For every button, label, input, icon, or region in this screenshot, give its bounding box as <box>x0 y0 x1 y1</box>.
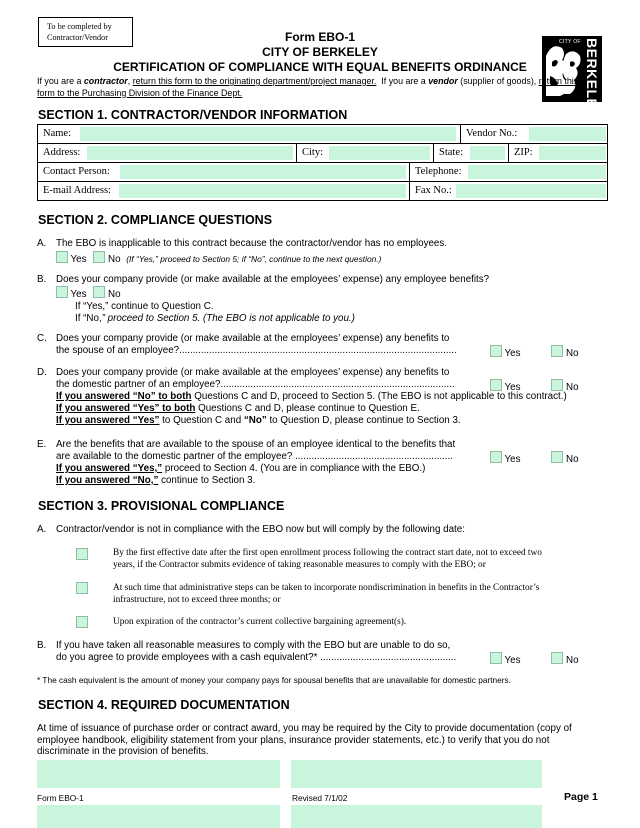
footer-page-number: Page 1 <box>564 791 598 803</box>
question-a-no-label: No <box>108 254 121 265</box>
question-a-no-checkbox[interactable] <box>93 251 105 263</box>
option-1-text <box>113 547 603 571</box>
section-3-b-letter: B. <box>37 640 47 651</box>
question-c-yes-checkbox[interactable] <box>490 345 502 357</box>
option-2-text <box>113 582 603 606</box>
contact-label: Contact Person: <box>43 166 110 177</box>
intro-instructions <box>37 76 597 99</box>
question-b-yes-checkbox[interactable] <box>56 286 68 298</box>
documentation-field-left[interactable] <box>37 760 280 788</box>
question-d-no-checkbox[interactable] <box>551 379 563 391</box>
logo-city-of: CITY OF <box>559 39 581 45</box>
email-label: E-mail Address: <box>43 185 111 196</box>
question-c <box>37 333 457 357</box>
telephone-field[interactable] <box>468 165 606 179</box>
city-heading: CITY OF BERKELEY <box>262 45 378 59</box>
question-a-yes-label: Yes <box>70 254 87 265</box>
question-e <box>37 439 455 487</box>
fax-field[interactable] <box>456 184 606 198</box>
question-c-no-checkbox[interactable] <box>551 345 563 357</box>
question-d-yes-label: Yes <box>504 382 521 393</box>
question-d-answers <box>490 379 579 393</box>
question-a-yes-checkbox[interactable] <box>56 251 68 263</box>
option-1-line-2: years, if the Contractor submits evidence of taking reasonable measures to comply with the EBO; or <box>113 560 486 570</box>
question-b-no-label: No <box>108 289 121 300</box>
intro-text-2: , <box>127 76 133 86</box>
intro-text-4: (supplier of goods), <box>457 76 539 86</box>
question-e-note-2: continue to Section 3. <box>158 475 256 486</box>
row-name <box>37 124 608 144</box>
question-b-yes-label: Yes <box>70 289 87 300</box>
form-id: Form EBO-1 <box>284 30 355 44</box>
question-c-no-label: No <box>566 348 579 359</box>
section-3-b-yes-label: Yes <box>504 655 521 666</box>
zip-cell <box>509 144 609 162</box>
intro-contractor-instruction: return this form to the originating department/project manager. <box>132 76 377 86</box>
question-e-answers <box>490 451 579 465</box>
question-d-no-label: No <box>566 382 579 393</box>
question-c-line-1: Does your company provide (or make available at the employees’ expense) any benefits to <box>56 333 450 344</box>
option-2-checkbox[interactable] <box>76 582 88 594</box>
row-address <box>37 144 608 163</box>
section-3-b-line-1: If you have taken all reasonable measures to comply with the EBO but are unable to do so, <box>56 640 451 651</box>
telephone-cell <box>410 163 609 181</box>
question-a <box>37 238 447 266</box>
contact-field[interactable] <box>120 165 406 179</box>
address-field[interactable] <box>87 146 293 160</box>
state-cell <box>434 144 509 162</box>
question-c-answers <box>490 345 579 359</box>
note-line-1: To be completed by <box>47 22 112 31</box>
section-3-question-a <box>37 524 465 536</box>
question-d-note-2-bold: If you answered “Yes” to both <box>56 403 196 414</box>
question-d-note-2: Questions C and D, please continue to Question E. <box>195 403 420 414</box>
question-e-no-checkbox[interactable] <box>551 451 563 463</box>
option-1-checkbox[interactable] <box>76 548 88 560</box>
address-cell <box>38 144 297 162</box>
question-c-line-2: the spouse of an employee?...................................................................................................... <box>56 345 457 356</box>
section-3-b-yes-checkbox[interactable] <box>490 652 502 664</box>
question-b-letter: B. <box>37 274 47 285</box>
email-field[interactable] <box>119 184 406 198</box>
fax-cell <box>410 182 609 200</box>
option-3-checkbox[interactable] <box>76 616 88 628</box>
vendor-no-label: Vendor No.: <box>466 128 518 139</box>
option-2-line-2: infrastructure, not to exceed three months; or <box>113 595 281 605</box>
city-cell <box>297 144 434 162</box>
zip-field[interactable] <box>539 146 606 160</box>
zip-label: ZIP: <box>514 147 533 158</box>
question-b-text: Does your company provide (or make available at the employees’ expense) any employee benefits? <box>56 274 490 285</box>
question-a-letter: A. <box>37 238 47 249</box>
question-e-note-1-bold: If you answered “Yes,” <box>56 463 163 474</box>
section-4-line-3: discriminate in the provision of benefits. <box>37 746 209 757</box>
address-label: Address: <box>43 147 81 158</box>
question-d-note-3c: to Question D, please continue to Section 3. <box>266 415 461 426</box>
city-label: City: <box>302 147 324 158</box>
question-d-note-3-bold: If you answered “Yes” <box>56 415 160 426</box>
name-label: Name: <box>43 128 71 139</box>
question-c-yes-label: Yes <box>504 348 521 359</box>
question-d-note-1-bold: If you answered “No” to both <box>56 391 192 402</box>
row-email <box>37 182 608 201</box>
question-e-letter: E. <box>37 439 47 450</box>
option-3-text: Upon expiration of the contractor’s current collective bargaining agreement(s). <box>113 617 407 627</box>
section-3-a-letter: A. <box>37 524 47 535</box>
question-a-note: (If “Yes,” proceed to Section 5; if “No”, continue to the next question.) <box>126 254 382 264</box>
section-1-title: SECTION 1. CONTRACTOR/VENDOR INFORMATION <box>38 108 348 122</box>
question-e-note-1: proceed to Section 4. (You are in compliance with the EBO.) <box>162 463 426 474</box>
intro-text-1: If you are a <box>37 76 84 86</box>
question-c-letter: C. <box>37 333 47 344</box>
question-d-line-2: the domestic partner of an employee?...................................................................................... <box>56 379 455 390</box>
logo-berkeley: BERKELEY <box>584 38 600 119</box>
question-d-note-1: Questions C and D, proceed to Section 5. (The EBO is not applicable to this contract.) <box>191 391 567 402</box>
section-4-text <box>37 723 603 758</box>
option-2-line-1: At such time that administrative steps can be taken to incorporate nondiscrimination in benefits in the Contractor’s <box>113 583 540 593</box>
question-d-note-3-no: “No” <box>243 415 267 426</box>
question-e-note-2-bold: If you answered “No,” <box>56 475 159 486</box>
documentation-field-left-2[interactable] <box>37 805 280 828</box>
vendor-no-cell <box>461 125 609 143</box>
question-d-note-3a: to Question C and <box>159 415 244 426</box>
fax-label: Fax No.: <box>415 185 452 196</box>
section-3-b-no-checkbox[interactable] <box>551 652 563 664</box>
question-d-line-1: Does your company provide (or make available at the employees’ expense) any benefits to <box>56 367 450 378</box>
form-title: CERTIFICATION OF COMPLIANCE WITH EQUAL BENEFITS ORDINANCE <box>113 60 527 74</box>
intro-vendor-instruction: return this form to the Purchasing Division of the Finance Dept. <box>37 76 579 98</box>
question-a-text: The EBO is inapplicable to this contract because the contractor/vendor has no employees. <box>56 238 448 249</box>
section-3-question-b <box>37 640 456 664</box>
question-e-no-label: No <box>566 454 579 465</box>
intro-contractor: contractor <box>83 76 128 86</box>
question-b-yes-note: If “Yes,” continue to Question C. <box>75 301 214 312</box>
section-4-title: SECTION 4. REQUIRED DOCUMENTATION <box>38 698 290 712</box>
question-d-yes-checkbox[interactable] <box>490 379 502 391</box>
section-2-title: SECTION 2. COMPLIANCE QUESTIONS <box>38 213 273 227</box>
section-4-line-2: employee handbook, eligibility statement from your plans, insurance provider statements, etc.) to verify that you do not <box>37 734 550 746</box>
documentation-field-right-2[interactable] <box>291 805 542 828</box>
question-b-no-note-post: ” proceed to Section 5. (The EBO is not applicable to you.) <box>101 313 355 324</box>
city-field[interactable] <box>329 146 430 160</box>
option-1-line-1: By the first effective date after the first open enrollment process following the contract start date, not to exceed two <box>113 548 542 558</box>
section-3-b-line-2: do you agree to provide employees with a cash equivalent?* .................................................. <box>56 652 457 663</box>
question-d <box>37 367 567 427</box>
intro-vendor: vendor <box>428 76 458 86</box>
question-e-line-1: Are the benefits that are available to the spouse of an employee identical to the benefits that <box>56 439 456 450</box>
section-4-line-1: At time of issuance of purchase order or contract award, you may be required by the City to provide documentation (copy of <box>37 723 572 734</box>
question-b-no-note-pre: If “No, <box>75 313 102 324</box>
name-field[interactable] <box>80 127 456 141</box>
footer-form-id: Form EBO-1 <box>37 793 84 803</box>
question-d-letter: D. <box>37 367 47 378</box>
section-3-b-no-label: No <box>566 655 579 666</box>
question-e-line-2: are available to the domestic partner of the employee? .......................................................... <box>56 451 453 462</box>
documentation-field-right[interactable] <box>291 760 542 788</box>
section-3-a-text: Contractor/vendor is not in compliance with the EBO now but will comply by the following date: <box>56 524 465 535</box>
contact-cell <box>38 163 410 181</box>
cash-equivalent-footnote: * The cash equivalent is the amount of money your company pays for spousal benefits that are unavailable for domestic partners. <box>37 675 511 685</box>
name-cell <box>38 125 461 143</box>
row-contact <box>37 163 608 182</box>
intro-text-3: If you are a <box>376 76 429 86</box>
question-e-yes-label: Yes <box>504 454 521 465</box>
footer-revised: Revised 7/1/02 <box>292 793 348 803</box>
section-3-title: SECTION 3. PROVISIONAL COMPLIANCE <box>38 499 285 513</box>
section-3-b-answers <box>490 652 579 666</box>
question-b <box>37 274 489 325</box>
note-line-2: Contractor/Vendor <box>47 33 108 42</box>
question-b-no-checkbox[interactable] <box>93 286 105 298</box>
email-cell <box>38 182 410 200</box>
state-label: State: <box>439 147 463 158</box>
vendor-no-field[interactable] <box>529 127 606 141</box>
question-e-yes-checkbox[interactable] <box>490 451 502 463</box>
state-field[interactable] <box>470 146 505 160</box>
telephone-label: Telephone: <box>415 166 462 177</box>
